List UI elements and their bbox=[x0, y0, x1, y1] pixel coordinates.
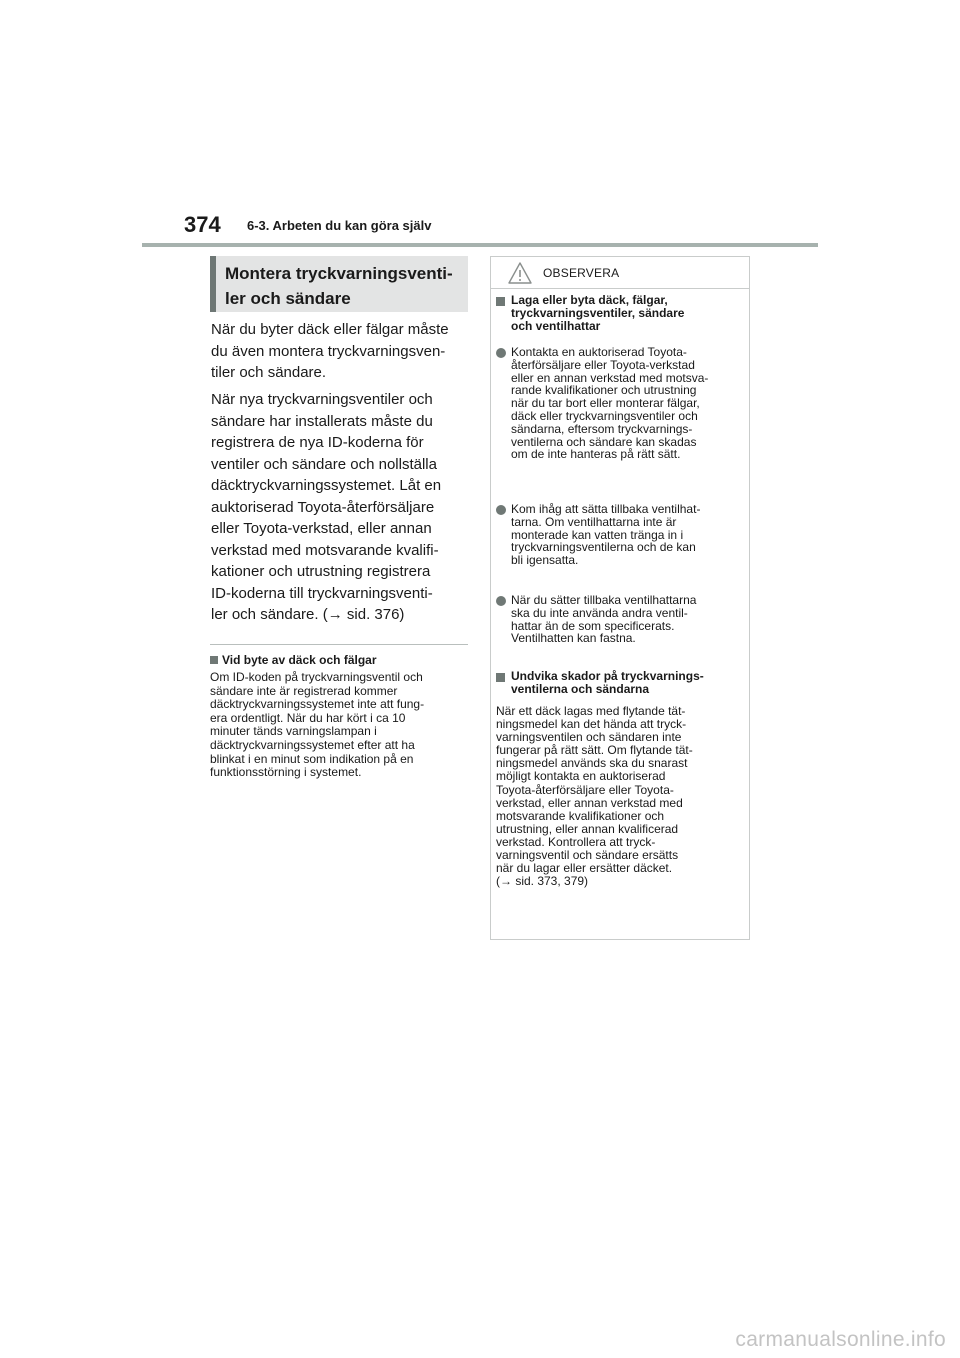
text-line: ningsmedel kan det hända att tryck- bbox=[496, 717, 687, 732]
text-line: verkstad med motsvarande kvalifi- bbox=[211, 541, 439, 559]
text-line: när du tar bort eller monterar fälgar, bbox=[511, 396, 700, 411]
caution-bullet bbox=[496, 594, 746, 645]
square-bullet-icon bbox=[496, 673, 505, 682]
round-bullet-icon bbox=[496, 596, 506, 606]
text-line: När ett däck lagas med flytande tät- bbox=[496, 704, 686, 718]
text-line: registrera de nya ID-koderna för bbox=[211, 434, 424, 451]
text-line: varningsventil och sändare ersätts bbox=[496, 848, 679, 863]
text-line: ska du inte använda andra ventil- bbox=[511, 605, 688, 620]
tire-change-note bbox=[210, 671, 472, 780]
warning-triangle-icon bbox=[507, 261, 533, 285]
text-line: tryckvarningsventilerna och de kan bbox=[511, 540, 696, 555]
text-line: Undvika skador på tryckvarnings- bbox=[511, 669, 704, 683]
round-bullet-icon bbox=[496, 348, 506, 358]
text-line: sändare har installerats måste du bbox=[211, 412, 433, 430]
header-rule bbox=[142, 243, 818, 247]
caution-bullet bbox=[496, 346, 746, 461]
text-line: eller en annan verkstad med motsva- bbox=[511, 370, 709, 385]
text-line: monterade kan vatten tränga in i bbox=[511, 527, 684, 542]
text-line: ventilerna och sändare kan skadas bbox=[511, 434, 697, 449]
text-line: däcktryckvarningssystemet. Låt en bbox=[211, 477, 442, 494]
text-line: minuter tänds varningslampan i bbox=[210, 724, 377, 739]
text-line: eller Toyota-verkstad, eller annan bbox=[211, 520, 432, 537]
sub-heading-label: Vid byte av däck och fälgar bbox=[222, 653, 377, 667]
text-line: Kontakta en auktoriserad Toyota- bbox=[511, 345, 687, 359]
square-bullet-icon bbox=[210, 656, 218, 664]
caution-title: OBSERVERA bbox=[543, 266, 620, 280]
text-line: blinkat i en minut som indikation på en bbox=[210, 751, 414, 766]
text-line: (→ sid. 373, 379) bbox=[496, 874, 589, 889]
text-line: sändare inte är registrerad kommer bbox=[210, 683, 398, 698]
text-line: rande kvalifikationer och utrustning bbox=[511, 383, 697, 398]
text-line: motsvarande kvalifikationer och bbox=[496, 808, 665, 823]
text-line: ID-koderna till tryckvarningsventi- bbox=[211, 584, 433, 602]
text-line: tiler och sändare. bbox=[211, 364, 327, 381]
text-line: hattar än de som specificerats. bbox=[511, 618, 675, 633]
text-line: sändarna, eftersom tryckvarnings- bbox=[511, 421, 693, 436]
section-title: 6-3. Arbeten du kan göra själv bbox=[247, 218, 432, 233]
text-line: ler och sändare. (→ sid. 376) bbox=[211, 606, 405, 623]
registration-paragraph bbox=[211, 389, 473, 626]
text-line: kationer och utrustning registrera bbox=[211, 563, 431, 580]
text-line: När du sätter tillbaka ventilhattarna bbox=[511, 593, 697, 607]
text-line: återförsäljare eller Toyota-verkstad bbox=[511, 357, 695, 372]
text-line: Om ID-koden på tryckvarningsventil och bbox=[210, 670, 423, 684]
page-number: 374 bbox=[184, 212, 221, 237]
text-line: om de inte hanteras på rätt sätt. bbox=[511, 447, 681, 462]
square-bullet-icon bbox=[496, 297, 505, 306]
caution-header bbox=[491, 257, 749, 289]
text-line: fungerar på rätt sätt. Om flytande tät- bbox=[496, 743, 693, 758]
text-line: ventiler och sändare och nollställa bbox=[211, 455, 437, 473]
text-line: Ventilhatten kan fastna. bbox=[511, 631, 636, 646]
text-line: När nya tryckvarningsventiler och bbox=[211, 391, 433, 408]
text-line: däcktryckvarningssystemet efter att ha bbox=[210, 737, 415, 752]
text-line: funktionsstörning i systemet. bbox=[210, 765, 362, 780]
text-line: Kom ihåg att sätta tillbaka ventilhat- bbox=[511, 502, 701, 516]
text-line: Toyota-återförsäljare eller Toyota- bbox=[496, 782, 674, 797]
text-line: ventilerna och sändarna bbox=[511, 681, 650, 696]
text-line: ningsmedel används ska du snarast bbox=[496, 756, 688, 771]
text-line: när du lagar eller ersätter däcket. bbox=[496, 861, 673, 876]
text-line: varningsventilen och sändaren inte bbox=[496, 730, 682, 745]
text-line: verkstad. Kontrollera att tryck- bbox=[496, 834, 656, 849]
text-line: och ventilhattar bbox=[511, 318, 601, 333]
text-line: När du byter däck eller fälgar måste bbox=[211, 321, 449, 338]
text-line: däck eller tryckvarningsventiler och bbox=[511, 408, 698, 423]
text-line: utrustning, eller annan kvalificerad bbox=[496, 821, 679, 836]
heading-line: Montera tryckvarningsventi- bbox=[225, 264, 453, 283]
text-line: auktoriserad Toyota-återförsäljare bbox=[211, 498, 435, 516]
text-line: tarna. Om ventilhattarna inte är bbox=[511, 514, 677, 529]
sub-heading bbox=[210, 653, 377, 667]
round-bullet-icon bbox=[496, 505, 506, 515]
text-line: tryckvarningsventiler, sändare bbox=[511, 305, 685, 320]
text-line: du även montera tryckvarningsven- bbox=[211, 342, 446, 360]
text-line: Laga eller byta däck, fälgar, bbox=[511, 293, 668, 307]
intro-paragraph bbox=[211, 319, 473, 384]
section-divider bbox=[210, 644, 468, 645]
caution-item-damage bbox=[496, 670, 746, 696]
text-line: verkstad, eller annan verkstad med bbox=[496, 795, 683, 810]
section-heading bbox=[210, 256, 468, 312]
text-line: bli igensatta. bbox=[511, 553, 579, 568]
text-line: era ordentligt. När du har kört i ca 10 bbox=[210, 710, 406, 725]
text-line: däcktryckvarningssystemet inte att fung- bbox=[210, 697, 425, 712]
heading-line: ler och sändare bbox=[225, 289, 351, 308]
text-line: möjligt kontakta en auktoriserad bbox=[496, 769, 666, 784]
caution-bullet bbox=[496, 503, 746, 567]
sealant-paragraph bbox=[496, 705, 746, 888]
caution-item-repair bbox=[496, 294, 746, 332]
caution-box bbox=[490, 256, 750, 940]
watermark[interactable]: carmanualsonline.info bbox=[735, 1328, 946, 1351]
